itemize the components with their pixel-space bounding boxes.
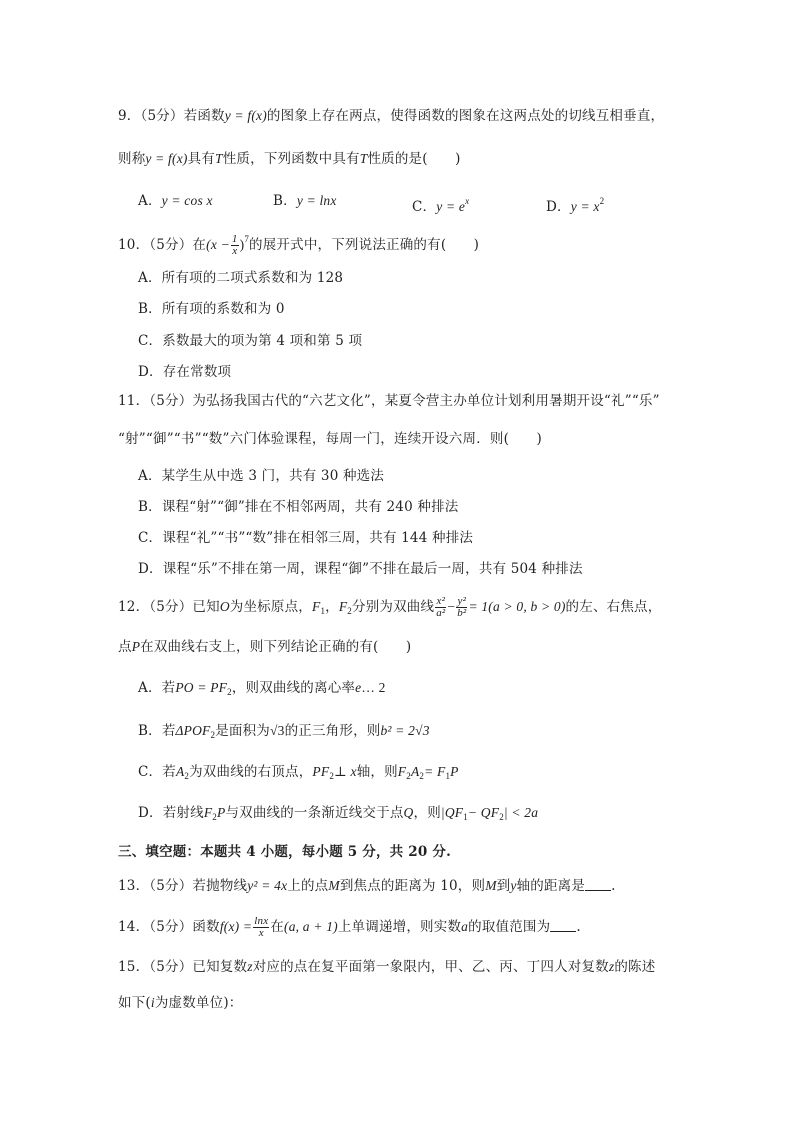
option-text: 轴，则 bbox=[356, 764, 398, 780]
numerator: x² bbox=[436, 595, 446, 607]
subscript: 1 bbox=[320, 606, 326, 616]
option-text: 与双曲线的一条渐近线交于点 bbox=[225, 805, 404, 821]
q10-option-b: B．所有项的系数和为 0 bbox=[138, 301, 285, 317]
option-math: | < 2a bbox=[503, 805, 539, 820]
hyperbola-frac-x bbox=[435, 596, 446, 619]
q14-text: . bbox=[576, 919, 581, 935]
denominator: x bbox=[232, 245, 238, 257]
math-var: F bbox=[311, 599, 321, 614]
q9-text: 性质的是( ) bbox=[367, 151, 461, 167]
option-math: = F bbox=[424, 764, 446, 779]
q9-stem-line2 bbox=[118, 149, 461, 169]
hyperbola-frac-y bbox=[456, 596, 467, 619]
q10-expr: ) bbox=[239, 237, 245, 252]
q9-option-a bbox=[138, 191, 213, 211]
q10-option-c: C．系数最大的项为第 4 项和第 5 项 bbox=[138, 333, 363, 349]
answer-blank bbox=[585, 878, 611, 891]
q11-option-a: A．某学生从中选 3 门，共有 30 种选法 bbox=[138, 468, 385, 484]
q14-text: 14．（5分）函数 bbox=[118, 919, 220, 935]
option-text: ，则 bbox=[413, 805, 441, 821]
option-math: P bbox=[216, 805, 226, 820]
option-math: F bbox=[203, 805, 213, 820]
numerator: lnx bbox=[254, 915, 269, 927]
option-math: ΔPOF bbox=[175, 723, 211, 738]
option-math: PO = PF bbox=[175, 680, 228, 695]
option-text: 为双曲线的右顶点， bbox=[189, 764, 313, 780]
option-math: F bbox=[397, 764, 407, 779]
q12-text: 的左、右焦点， bbox=[565, 599, 662, 615]
math-var: y bbox=[510, 878, 517, 893]
option-math: y = cos x bbox=[161, 193, 213, 208]
q12-text: 点 bbox=[118, 639, 132, 655]
subscript: 2 bbox=[212, 812, 217, 822]
denominator: b² bbox=[457, 607, 467, 619]
math-op: − bbox=[447, 599, 456, 614]
q15-text: 的陈述 bbox=[614, 959, 656, 975]
numerator: 1 bbox=[231, 233, 238, 245]
math-var: M bbox=[485, 878, 497, 893]
q11-option-b: B．课程“射”“御”排在不相邻两周，共有 240 种排法 bbox=[138, 499, 459, 515]
option-math: ⊥ x bbox=[334, 764, 357, 779]
numerator: y² bbox=[457, 595, 467, 607]
option-label: A． bbox=[138, 193, 162, 209]
q13-text: 到焦点的距离为 10，则 bbox=[339, 878, 486, 894]
option-label: B． bbox=[273, 193, 297, 209]
q15-text: 15．（5分）已知复数 bbox=[118, 959, 248, 975]
q9-option-c bbox=[412, 191, 469, 217]
q12-text: 12．（5分）已知 bbox=[118, 599, 220, 615]
q9-option-d bbox=[546, 191, 604, 217]
q9-T: T bbox=[215, 151, 223, 166]
math-var: M bbox=[328, 878, 340, 893]
option-text: ，则双曲线的离心率 bbox=[231, 680, 356, 696]
option-math: … 2 bbox=[361, 680, 386, 695]
q14-text: 上单调递增，则实数 bbox=[337, 919, 462, 935]
q13-stem bbox=[118, 876, 616, 896]
q13-text: 到 bbox=[496, 878, 511, 894]
q15-text: 如下( bbox=[118, 995, 151, 1011]
q9-option-b bbox=[273, 191, 337, 211]
q12-text: 分别为双曲线 bbox=[352, 599, 435, 615]
math-var: P bbox=[131, 639, 141, 654]
option-math: √3 bbox=[270, 723, 285, 738]
q12-text: 在双曲线右支上，则下列结论正确的有( ) bbox=[140, 639, 412, 655]
q9-function: y = f(x) bbox=[224, 108, 267, 123]
q10-option-d: D．存在常数项 bbox=[138, 364, 232, 380]
option-math: PF bbox=[312, 764, 330, 779]
denominator: a² bbox=[436, 607, 446, 619]
q9-stem-line1 bbox=[118, 106, 664, 126]
q12-stem-line2 bbox=[118, 637, 411, 657]
q10-fraction bbox=[231, 234, 239, 257]
option-math: y = e bbox=[436, 199, 466, 214]
option-text: B．若 bbox=[138, 723, 176, 739]
denominator: x bbox=[258, 927, 264, 939]
option-text: 是面积为 bbox=[215, 723, 271, 739]
math-expr: f(x) = bbox=[219, 919, 253, 934]
subscript: 2 bbox=[184, 771, 190, 781]
option-text: A．若 bbox=[138, 680, 176, 696]
q13-text: 上的点 bbox=[287, 878, 329, 894]
q10-stem bbox=[118, 229, 479, 257]
math-expr: = 1(a > 0, b > 0) bbox=[468, 599, 566, 614]
subscript: 2 bbox=[347, 606, 352, 616]
q11-stem-line1: 11．（5分）为弘扬我国古代的“六艺文化”，某夏令营主办单位计划利用暑期开设“礼”“乐” bbox=[118, 393, 660, 409]
superscript: 2 bbox=[599, 196, 605, 206]
math-var: z bbox=[608, 959, 615, 974]
subscript: 2 bbox=[406, 771, 411, 781]
q12-text: ， bbox=[325, 599, 339, 615]
q14-text: 在 bbox=[270, 919, 284, 935]
subscript: 2 bbox=[419, 771, 425, 781]
q11-stem-line2: “射”“御”“书”“数”六门体验课程，每周一门，连续开设六周．则( ) bbox=[118, 431, 542, 447]
subscript: 2 bbox=[329, 771, 335, 781]
option-text: D．若射线 bbox=[138, 805, 204, 821]
math-var: O bbox=[219, 599, 230, 614]
answer-blank bbox=[550, 919, 576, 932]
q9-text: 9．（5分）若函数 bbox=[118, 108, 225, 124]
q10-expr: (x − bbox=[206, 237, 230, 252]
option-math: Q bbox=[403, 805, 414, 820]
option-math: b² = 2√3 bbox=[380, 723, 430, 738]
superscript: x bbox=[465, 196, 470, 206]
q15-text: 为虚数单位)： bbox=[154, 995, 243, 1011]
subscript: 1 bbox=[463, 812, 468, 822]
q12-option-c bbox=[138, 762, 459, 786]
q12-option-a bbox=[138, 678, 386, 702]
q15-stem-line1 bbox=[118, 957, 655, 977]
option-label: C． bbox=[412, 199, 437, 215]
option-text: C．若 bbox=[138, 764, 176, 780]
math-expr: (a, a + 1) bbox=[284, 919, 338, 934]
option-math: y = lnx bbox=[296, 193, 337, 208]
q14-text: 的取值范围为 bbox=[468, 919, 551, 935]
math-var: z bbox=[247, 959, 253, 974]
option-math: e bbox=[355, 680, 362, 695]
option-text: 的正三角形，则 bbox=[284, 723, 381, 739]
math-var: a bbox=[461, 919, 469, 934]
q14-fraction bbox=[253, 916, 269, 939]
q10-text: 的展开式中，下列说法正确的有( ) bbox=[249, 237, 480, 253]
q13-text: 13．（5分）若抛物线 bbox=[118, 878, 248, 894]
q9-function: y = f(x) bbox=[145, 151, 188, 166]
q12-text: 为坐标原点， bbox=[229, 599, 312, 615]
q9-text: 的图象上存在两点，使得函数的图象在这两点处的切线互相垂直， bbox=[266, 108, 665, 124]
option-math: A bbox=[175, 764, 185, 779]
q13-text: . bbox=[611, 878, 616, 894]
subscript: 2 bbox=[499, 812, 504, 822]
q15-stem-line2 bbox=[118, 993, 243, 1013]
subscript: 1 bbox=[445, 771, 451, 781]
option-math: − QF bbox=[467, 805, 500, 820]
q14-stem bbox=[118, 916, 581, 939]
q15-text: 对应的点在复平面第一象限内，甲、乙、丙、丁四人对复数 bbox=[252, 959, 609, 975]
section-heading-fill-in: 三、填空题：本题共 4 小题，每小题 5 分，共 20 分. bbox=[118, 844, 451, 860]
q9-text: 则称 bbox=[118, 151, 146, 167]
q9-T: T bbox=[359, 151, 368, 166]
option-label: D． bbox=[546, 199, 571, 215]
option-math: y = x bbox=[570, 199, 600, 214]
q10-text: 10．（5分）在 bbox=[118, 237, 207, 253]
subscript: 2 bbox=[210, 730, 216, 740]
q9-text: 性质，下列函数中具有 bbox=[222, 151, 360, 167]
q12-option-b bbox=[138, 721, 430, 745]
subscript: 2 bbox=[227, 687, 232, 697]
option-math: P bbox=[450, 764, 459, 779]
q11-option-d: D．课程“乐”不排在第一周，课程“御”不排在最后一周，共有 504 种排法 bbox=[138, 561, 583, 577]
q11-option-c: C．课程“礼”“书”“数”排在相邻三周，共有 144 种排法 bbox=[138, 530, 474, 546]
q12-option-d bbox=[138, 803, 538, 827]
math-expr: y² = 4x bbox=[247, 878, 288, 893]
option-math: A bbox=[410, 764, 420, 779]
superscript: 7 bbox=[244, 234, 250, 244]
q12-stem-line1 bbox=[118, 596, 661, 621]
math-var: F bbox=[338, 599, 348, 614]
q10-option-a: A．所有项的二项式系数和为 128 bbox=[138, 270, 344, 286]
math-var: i bbox=[150, 995, 155, 1010]
option-math: |QF bbox=[440, 805, 464, 820]
q9-text: 具有 bbox=[187, 151, 215, 167]
q13-text: 轴的距离是 bbox=[516, 878, 586, 894]
